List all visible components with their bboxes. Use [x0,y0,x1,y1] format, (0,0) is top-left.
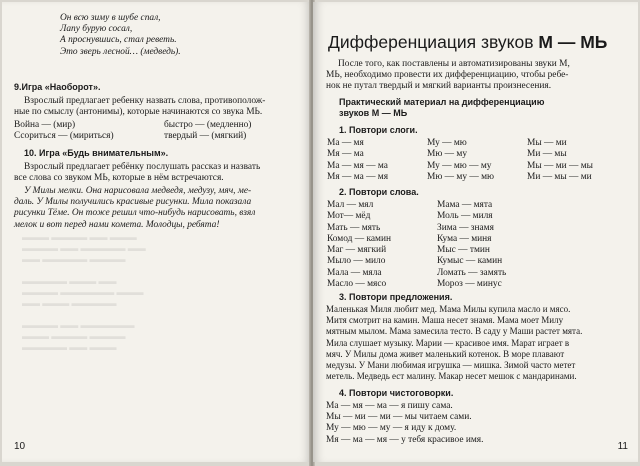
word-cell: Зима — знамя [437,222,494,233]
word-cell: Мыло — мило [327,256,386,267]
text-line: ные по смыслу (антонимы), которые начинаются со звука МЬ. [14,107,263,118]
word-cell: Мот— мёд [327,211,371,222]
word-cell: Мал — мял [327,200,374,210]
text-line: нок не путал твердый и мягкий варианты произнесения. [326,81,552,92]
section-2-title: 2. Повтори слова. [339,187,419,197]
poem-line: Лапу бурую сосал, [60,24,133,35]
text-line: Взрослый предлагает ребенку назвать слова, противополож- [24,96,266,106]
text-line: все слова со звуком МЬ, которые в нём встречаются. [14,173,224,184]
text-line: Мя — ма — мя — у тебя красивое имя. [326,434,484,445]
text-line: МЬ, необходимо провести их дифференциацию, чтобы ребе- [326,70,569,81]
word-cell: Мала — мяла [327,267,382,278]
word-cell: Масло — мясо [327,279,387,290]
practical-heading [339,97,544,119]
antonym-pair: Война — (мир) [14,120,76,130]
heading-line: звуков М — МЬ [339,108,408,119]
word-cell: Маг — мягкий [327,245,387,256]
text-line: рисунки Тёме. Он тоже решил что-нибудь нарисовать, взял [14,208,256,219]
text-line: Мы — ми — ми — мы читаем сами. [326,412,472,423]
poem-line: Это зверь лесной… (медведь). [60,46,181,57]
bleed-through-text: ▬▬▬ ▬▬▬▬ ▬▬ ▬▬▬ ▬▬▬▬ ▬▬ ▬▬▬▬▬ ▬▬ ▬▬ ▬▬▬▬▬ ▬▬▬▬ ▬▬▬▬▬ ▬▬▬ ▬▬ ▬▬▬▬ ▬▬▬▬▬▬ ▬▬▬ ▬▬ ▬▬▬ ▬▬▬▬▬ ▬▬▬▬ ▬▬ ▬▬▬▬▬▬ ▬▬▬ ▬▬▬▬ ▬▬▬▬ ▬▬▬▬▬ ▬▬ ▬▬▬ [22,232,146,352]
syllables-table [327,138,617,183]
word-cell: Мыс — тмин [437,245,490,256]
word-cell: Кумыс — камин [437,256,503,267]
right-page [313,2,638,462]
title-bold-text: М — МЬ [538,32,608,52]
title-text: Дифференциация звуков [328,32,539,52]
text-line: Мила слушает музыку. Марии — красивое имя. Марат играет в [326,337,570,348]
antonym-row [14,120,304,131]
antonyms-list [14,120,304,142]
game-9-text [14,96,265,118]
word-cell: Мама — мята [437,200,493,210]
syllable-cell: Ми — мы — ми [527,171,592,182]
syllable-cell: Ми — мы [527,149,567,160]
poem [60,13,181,58]
game-10-text [14,162,260,184]
text-line: мяч. У Милы дома живет маленький котенок. В море плавают [326,348,565,359]
game-9-title: 9.Игра «Наоборот». [14,82,101,92]
section-4-title: 4. Повтори чистоговорки. [339,388,454,398]
word-cell: Мать — мять [327,222,381,233]
text-line: После того, как поставлены и автоматизированы звуки М, [338,59,570,69]
syllable-cell: Му — мю [427,138,467,148]
word-cell: Моль — миля [437,211,493,222]
text-line: Маленькая Миля любит мед. Мама Милы купила масло и мясо. [326,304,571,314]
page-number: 11 [617,441,628,452]
tongue-twisters [326,401,483,446]
antonym-row [14,131,304,142]
text-line: метель. Медведь ест малину. Макар несет мешок с мандаринами. [326,371,577,382]
word-cell: Ломать — замять [437,267,507,278]
game-10-title: 10. Игра «Будь внимательным». [24,148,169,158]
left-page [2,2,311,462]
text-line: У Милы мелки. Она нарисовала медведя, медузу, мяч, ме- [24,186,252,196]
antonym-pair: быстро — (медленно) [164,120,252,130]
syllable-cell: Мя — ма [327,149,364,160]
words-table [327,200,557,290]
story-text [14,186,255,231]
text-line: мелок и вот перед нами комета. Молодцы, ребята! [14,219,220,230]
section-3-title: 3. Повтори предложения. [339,292,453,302]
section-1-title: 1. Повтори слоги. [339,125,418,135]
syllable-cell: Му — мю — му [427,160,492,171]
poem-line: Он всю зиму в шубе спал, [60,13,161,23]
antonym-pair: твердый — (мягкий) [164,131,247,142]
syllable-cell: Мю — му [427,149,468,160]
text-line: Взрослый предлагает ребёнку послушать рассказ и назвать [24,162,261,172]
page-title [328,32,607,52]
text-line: даль. У Милы получились красивые рисунки. Мила показала [14,197,252,208]
intro-text [326,59,570,93]
word-cell: Кума — миня [437,233,492,244]
text-line: медузы. У Мани любимая игрушка — мишка. Зимой часто метет [326,360,576,371]
text-line: мятным мылом. Мама замесила тесто. В саду у Маши растет мята. [326,326,583,337]
syllable-cell: Мы — ми [527,138,567,148]
poem-line: А проснувшись, стал реветь. [60,35,177,46]
syllable-cell: Мя — ма — мя [327,171,389,182]
word-cell: Комод — камин [327,233,392,244]
syllable-cell: Ма — мя — ма [327,160,388,171]
text-line: Митя смотрит на камин. Маша несет знамя. Мама моет Милу [326,315,564,326]
text-line: Му — мю — му — я иду к дому. [326,423,457,434]
syllable-cell: Ма — мя [327,138,364,148]
word-cell: Мороз — минус [437,279,502,290]
heading-line: Практический материал на дифференциацию [339,97,545,107]
text-line: Ма — мя — ма — я пишу сама. [326,401,453,411]
antonym-pair: Ссориться — (мириться) [14,131,114,142]
syllable-cell: Мю — му — мю [427,171,495,182]
page-number: 10 [14,441,26,452]
syllable-cell: Мы — ми — мы [527,160,593,171]
sentences-text [326,304,582,382]
